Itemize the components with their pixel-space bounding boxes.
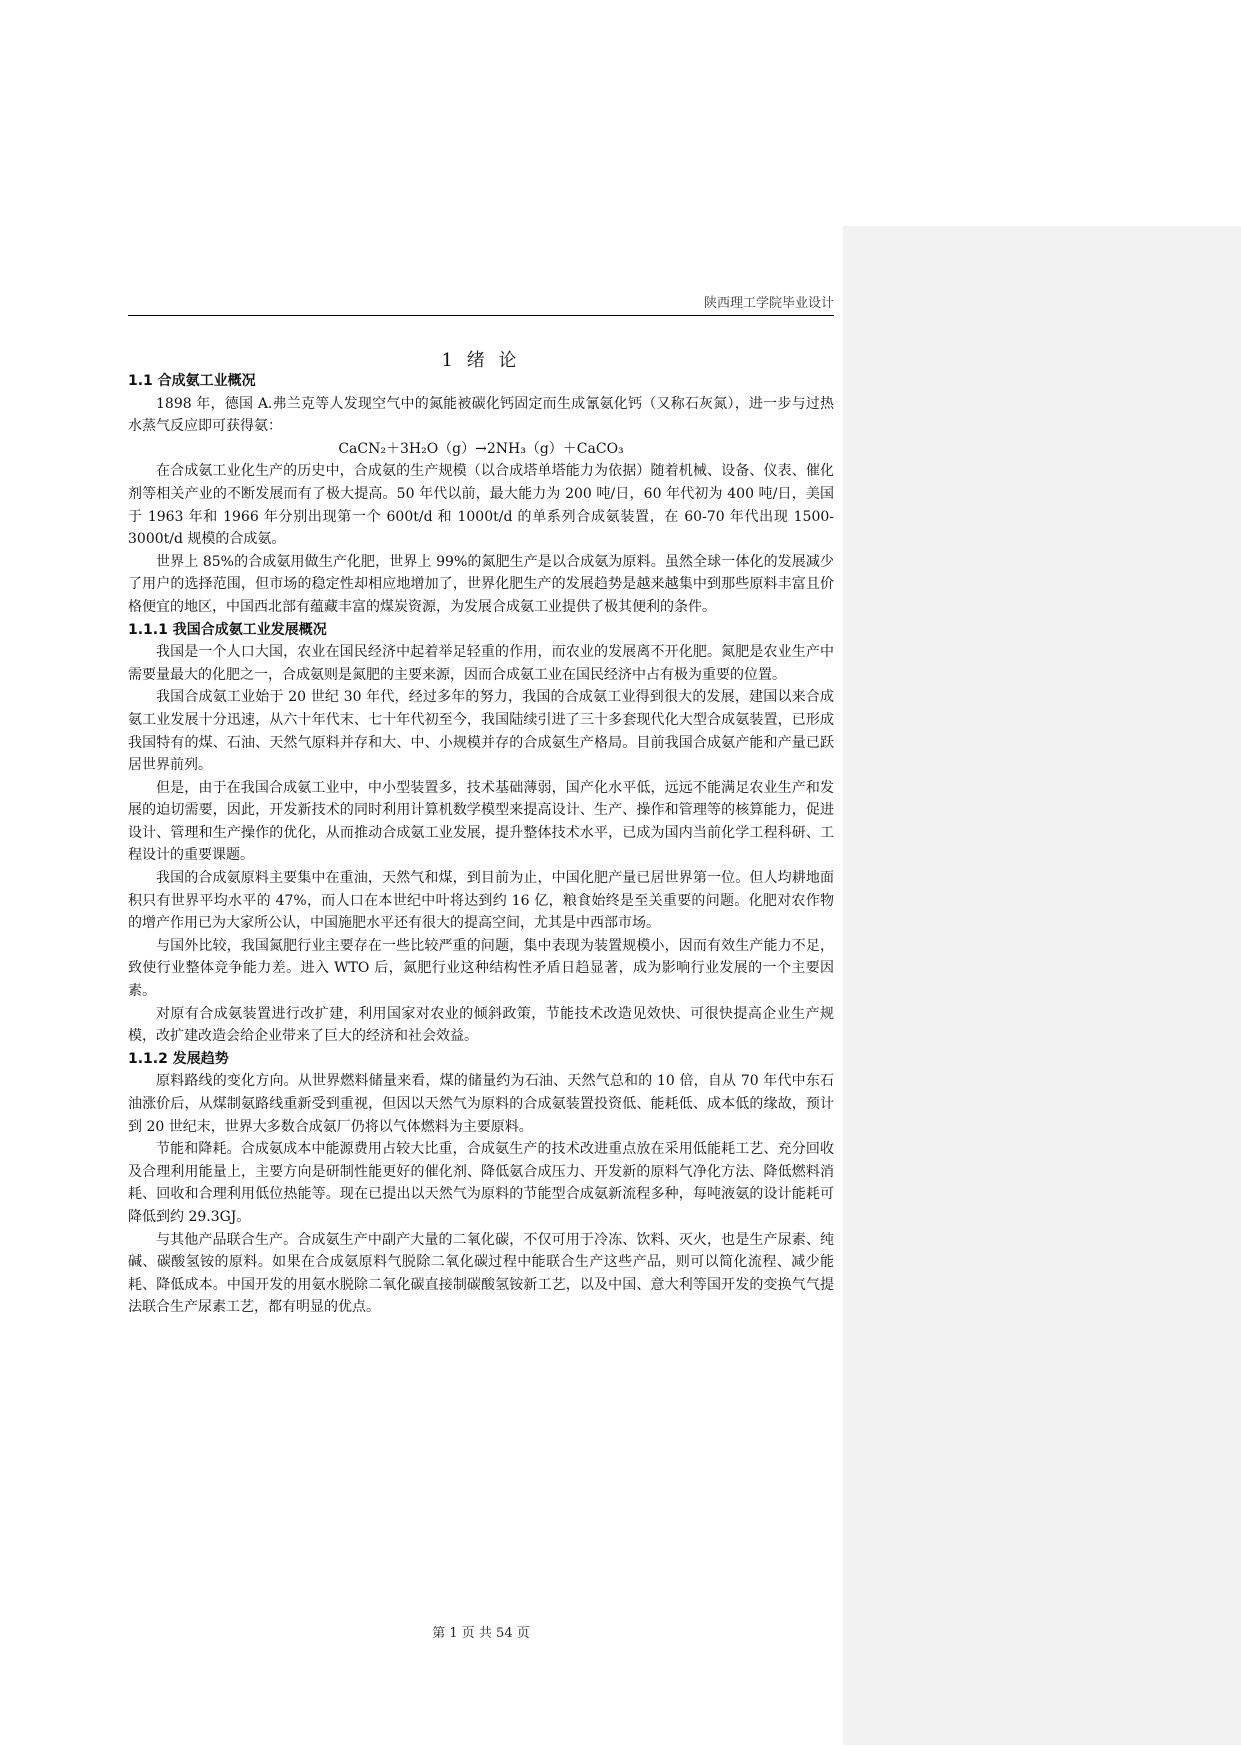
comment-pane [843, 226, 1241, 1745]
paragraph: 但是，由于在我国合成氨工业中，中小型装置多，技术基础薄弱，国产化水平低，远远不能满足农业生产和发展的迫切需要，因此，开发新技术的同时利用计算机数学模型来提高设计、生产、操作和管理等的核算能力，促进设计、管理和生产操作的优化，从而推动合成氨工业发展，提升整体技术水平，已成为国内当前化学工程科研、工程设计的重要课题。 [128, 779, 834, 864]
subsection-heading: 1.1.2 发展趋势 [128, 1050, 229, 1067]
paragraph: 与其他产品联合生产。合成氨生产中副产大量的二氧化碳，不仅可用于冷冻、饮料、灭火，也是生产尿素、纯碱、碳酸氢铵的原料。如果在合成氨原料气脱除二氧化碳过程中能联合生产这些产品，则可以简化流程、减少能耗、降低成本。中国开发的用氨水脱除二氧化碳直接制碳酸氢铵新工艺，以及中国、意大利等国开发的变换气气提法联合生产尿素工艺，都有明显的优点。 [128, 1231, 834, 1316]
paragraph: 对原有合成氨装置进行改扩建，利用国家对农业的倾斜政策，节能技术改造见效快、可很快提高企业生产规模，改扩建改造会给企业带来了巨大的经济和社会效益。 [128, 1005, 834, 1045]
paragraph: 在合成氨工业化生产的历史中，合成氨的生产规模（以合成塔单塔能力为依据）随着机械、设备、仪表、催化剂等相关产业的不断发展而有了极大提高。50 年代以前，最大能力为 200 吨/日，60 年代初为 400 吨/日，美国于 1963 年和 1966 年分别出现第一个 600t/d 和 1000t/d 的单系列合成氨装置，在 60-70 年代出现 1500-3000t/d 规模的合成氨。 [128, 463, 834, 548]
chemical-equation: CaCN₂＋3H₂O（g）→2NH₃（g）＋CaCO₃ [338, 440, 624, 457]
paragraph: 我国是一个人口大国，农业在国民经济中起着举足轻重的作用，而农业的发展离不开化肥。氮肥是农业生产中需要量最大的化肥之一，合成氨则是氮肥的主要来源，因而合成氨工业在国民经济中占有极为重要的位置。 [128, 644, 834, 683]
subsection-heading: 1.1.1 我国合成氨工业发展概况 [128, 621, 327, 638]
paragraph: 我国合成氨工业始于 20 世纪 30 年代，经过多年的努力，我国的合成氨工业得到很大的发展，建国以来合成氨工业发展十分迅速，从六十年代末、七十年代初至今，我国陆续引进了三十多套现代化大型合成氨装置，已形成我国特有的煤、石油、天然气原料并存和大、中、小规模并存的合成氨生产格局。目前我国合成氨产能和产量已跃居世界前列。 [128, 689, 834, 774]
paragraph: 1898 年，德国 A.弗兰克等人发现空气中的氮能被碳化钙固定而生成氰氨化钙（又称石灰氮），进一步与过热水蒸气反应即可获得氨： [128, 395, 834, 435]
document-body [128, 370, 834, 1319]
chapter-title: 1 绪 论 [441, 350, 521, 371]
paragraph: 与国外比较，我国氮肥行业主要存在一些比较严重的问题，集中表现为装置规模小，因而有效生产能力不足，致使行业整体竞争能力差。进入 WTO 后，氮肥行业这种结构性矛盾日趋显著，成为影响行业发展的一个主要因素。 [128, 937, 834, 1000]
section-heading: 1.1 合成氨工业概况 [128, 373, 256, 389]
paragraph: 我国的合成氨原料主要集中在重油，天然气和煤，到目前为止，中国化肥产量已居世界第一位。但人均耕地面积只有世界平均水平的 47%，而人口在本世纪中叶将达到约 16 亿，粮食始终是至关重要的问题。化肥对农作物的增产作用已为大家所公认，中国施肥水平还有很大的提高空间，尤其是中西部市场。 [128, 870, 834, 932]
document-page [128, 0, 834, 1754]
page-header: 陕西理工学院毕业设计 [128, 292, 834, 316]
paragraph: 节能和降耗。合成氨成本中能源费用占较大比重，合成氨生产的技术改进重点放在采用低能耗工艺、充分回收及合理利用能量上，主要方向是研制性能更好的催化剂、降低氨合成压力、开发新的原料气净化方法、降低燃料消耗、回收和合理利用低位热能等。现在已提出以天然气为原料的节能型合成氨新流程多种，每吨液氨的设计能耗可降低到约 29.3GJ。 [128, 1141, 834, 1225]
paragraph: 世界上 85%的合成氨用做生产化肥，世界上 99%的氮肥生产是以合成氨为原料。虽然全球一体化的发展减少了用户的选择范围，但市场的稳定性却相应地增加了，世界化肥生产的发展趋势是越来越集中到那些原料丰富且价格便宜的地区，中国西北部有蕴藏丰富的煤炭资源，为发展合成氨工业提供了极其便利的条件。 [128, 553, 834, 615]
paragraph: 原料路线的变化方向。从世界燃料储量来看，煤的储量约为石油、天然气总和的 10 倍，自从 70 年代中东石油涨价后，从煤制氨路线重新受到重视，但因以天然气为原料的合成氨装置投资低、能耗低、成本低的缘故，预计到 20 世纪末，世界大多数合成氨厂仍将以气体燃料为主要原料。 [128, 1073, 834, 1135]
page-footer: 第 1 页 共 54 页 [432, 1626, 530, 1641]
